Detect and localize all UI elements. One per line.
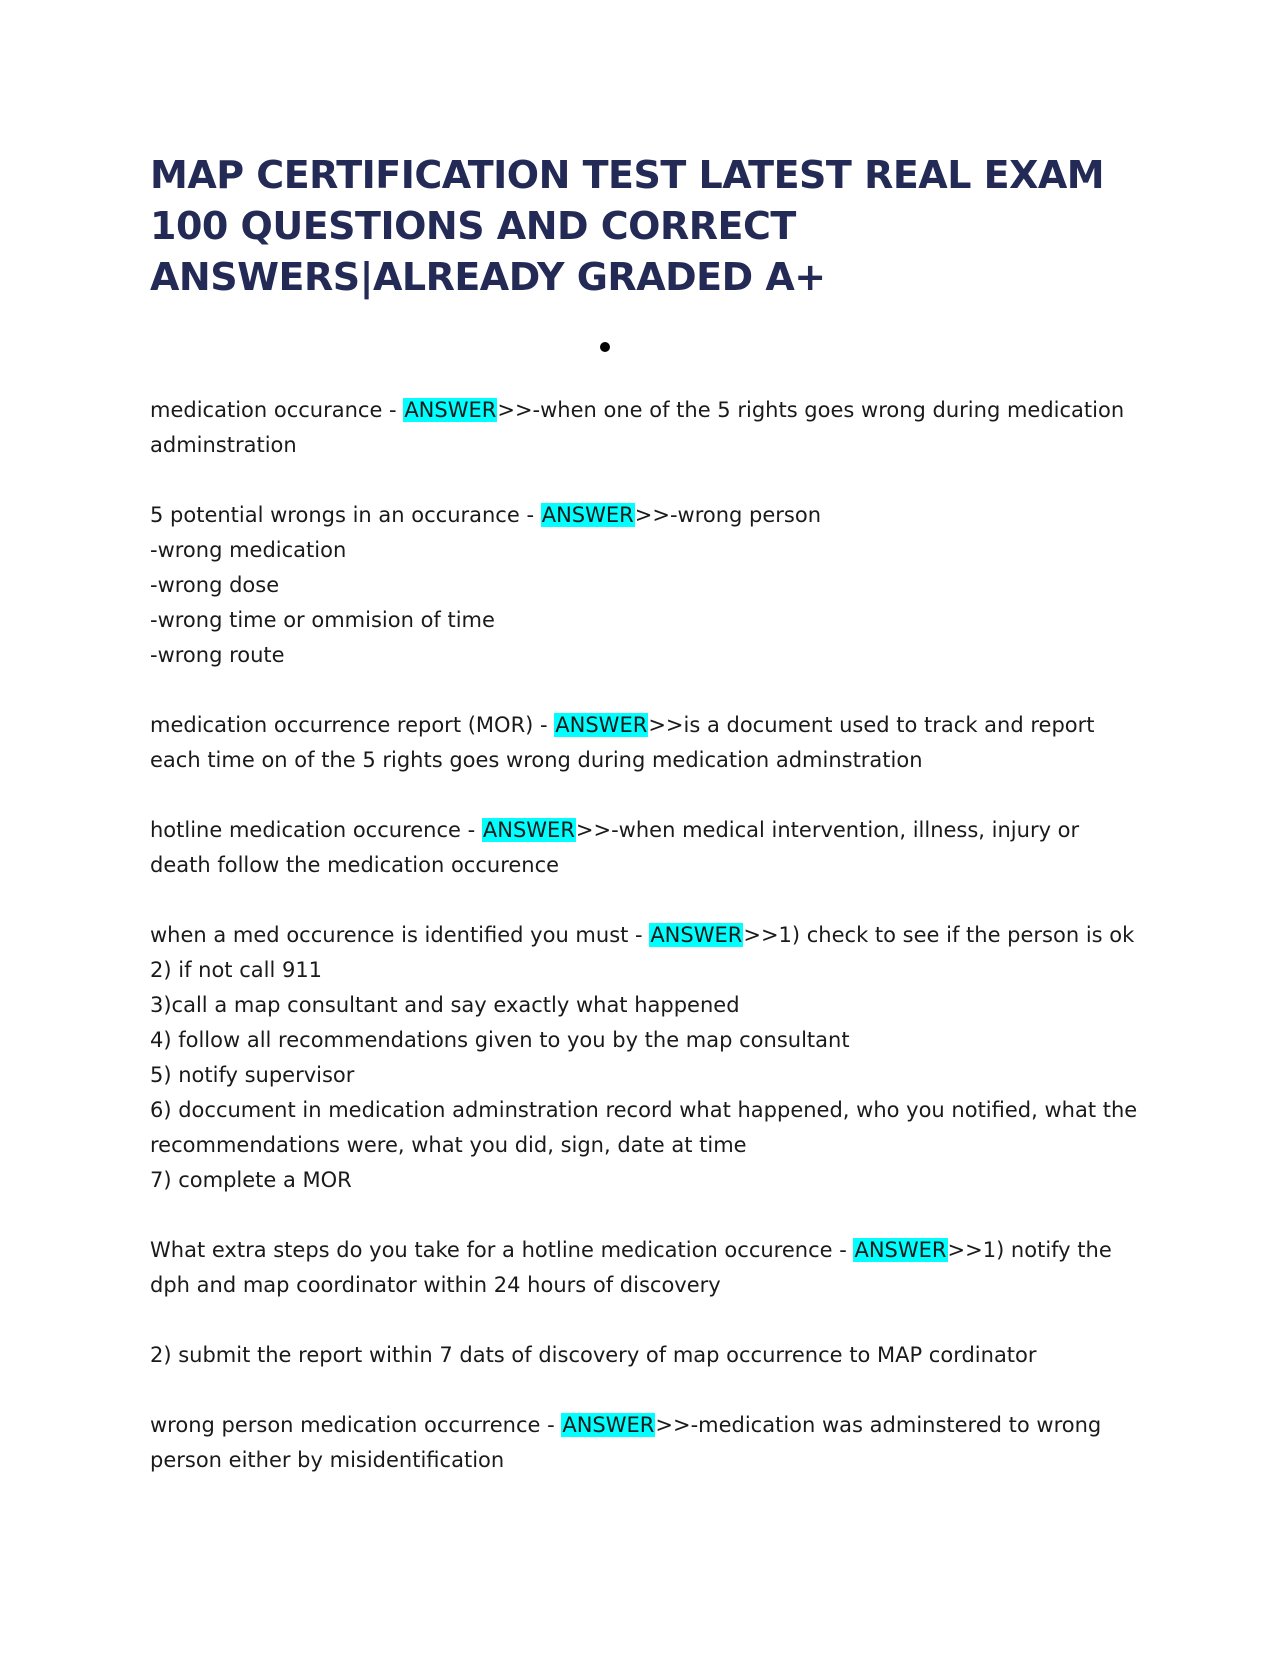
qa-item [150, 1233, 1140, 1373]
answer-line: 7) complete a MOR [150, 1168, 352, 1192]
answer-line: -wrong time or ommision of time [150, 608, 495, 632]
answer-line: 4) follow all recommendations given to you by the map consultant [150, 1028, 850, 1052]
answer-line: 3)call a map consultant and say exactly what happened [150, 993, 740, 1017]
answer-line: 2) if not call 911 [150, 958, 323, 982]
answer-line: 2) submit the report within 7 dats of discovery of map occurrence to MAP cordinator [150, 1343, 1037, 1367]
qa-item [150, 498, 1140, 673]
answer-tag: ANSWER [650, 923, 743, 947]
qa-question: hotline medication occurence - [150, 818, 482, 842]
answer-line: 6) doccument in medication adminstration record what happened, who you notified, what the recommendations were, what you did, sign, date at time [150, 1098, 1144, 1157]
answer-tag: ANSWER [541, 503, 634, 527]
qa-answer: >>-when one of the 5 rights goes wrong during medication adminstration [150, 398, 1125, 457]
answer-line: -wrong dose [150, 573, 280, 597]
qa-answer: >>-when medical intervention, illness, injury or death follow the medication occurence [150, 818, 1080, 877]
answer-tag: ANSWER [482, 818, 575, 842]
qa-question: What extra steps do you take for a hotline medication occurence - [150, 1238, 854, 1262]
qa-item [150, 708, 1140, 778]
answer-line: -wrong route [150, 643, 285, 667]
answer-line [150, 1303, 1140, 1338]
answer-line: 5) notify supervisor [150, 1063, 355, 1087]
qa-question: wrong person medication occurrence - [150, 1413, 562, 1437]
answer-tag: ANSWER [404, 398, 497, 422]
answer-tag: ANSWER [555, 713, 648, 737]
document-title: MAP CERTIFICATION TEST LATEST REAL EXAM 100 QUESTIONS AND CORRECT ANSWERS|ALREADY GRADED A+ [150, 153, 1105, 299]
qa-question: when a med occurence is identified you must - [150, 923, 650, 947]
qa-question: 5 potential wrongs in an occurance - [150, 503, 541, 527]
qa-item [150, 918, 1144, 1198]
qa-item [150, 393, 1140, 463]
qa-answer: >>-wrong person [634, 503, 822, 527]
answer-tag: ANSWER [854, 1238, 947, 1262]
qa-answer: >>1) notify the dph and map coordinator within 24 hours of discovery [150, 1238, 1112, 1297]
qa-answer: >>is a document used to track and report each time on of the 5 rights goes wrong during medication adminstration [150, 713, 1095, 772]
bullet-point [600, 342, 610, 352]
qa-answer: >>-medication was adminstered to wrong person either by misidentification [150, 1413, 1102, 1472]
qa-question: medication occurrence report (MOR) - [150, 713, 555, 737]
qa-item [150, 1408, 1140, 1478]
qa-item [150, 813, 1140, 883]
answer-line: -wrong medication [150, 538, 347, 562]
qa-answer: >>1) check to see if the person is ok [743, 923, 1135, 947]
qa-question: medication occurance - [150, 398, 404, 422]
qa-list [150, 393, 1144, 1513]
answer-tag: ANSWER [562, 1413, 655, 1437]
